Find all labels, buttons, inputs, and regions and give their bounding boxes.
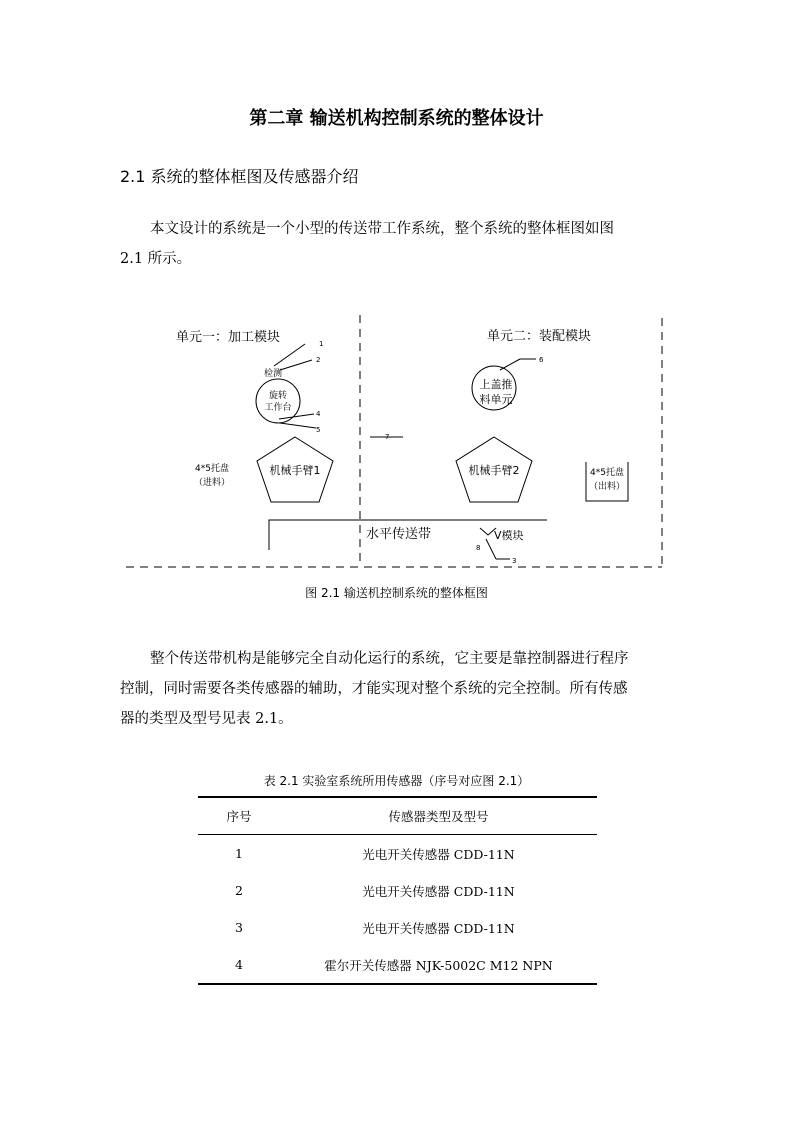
cell-index: 2 — [235, 883, 243, 898]
callout-6: 6 — [539, 356, 544, 364]
feeder-label-2: 料单元 — [479, 393, 513, 406]
rotary-label-2: 工作台 — [264, 403, 292, 413]
table-header-row — [198, 797, 597, 835]
cell-sensor: 光电开关传感器 CDD-11N — [362, 846, 515, 862]
cell-sensor: 光电开关传感器 CDD-11N — [362, 883, 515, 899]
body-line-2: 控制，同时需要各类传感器的辅助，才能实现对整个系统的完全控制。所有传感 — [120, 681, 628, 697]
pallet-in-label-1: 4*5托盘 — [195, 464, 229, 474]
pallet-out-label-2: （出料） — [588, 482, 626, 492]
cell-index: 4 — [235, 957, 243, 972]
sensor-table — [198, 796, 597, 985]
robot-arm-2-label: 机械手臂2 — [468, 464, 520, 477]
callout-8: 8 — [476, 544, 481, 552]
header-index: 序号 — [226, 809, 252, 824]
table-row — [198, 835, 597, 873]
detect-label: 检测 — [264, 369, 283, 379]
unit1-label: 单元一：加工模块 — [176, 330, 281, 345]
v-module-label: V模块 — [494, 529, 524, 542]
cell-index: 1 — [235, 846, 243, 861]
intro-paragraph — [120, 214, 675, 274]
robot-arm-1-label: 机械手臂1 — [269, 464, 321, 477]
callout-2: 2 — [316, 356, 321, 364]
intro-line-2: 2.1 所示。 — [120, 251, 192, 267]
figure-caption: 图 2.1 输送机控制系统的整体框图 — [305, 586, 488, 600]
cell-sensor: 光电开关传感器 CDD-11N — [362, 920, 515, 936]
table-row — [198, 872, 597, 909]
callout-5: 5 — [316, 426, 321, 434]
callout-7: 7 — [385, 433, 390, 441]
table-row — [198, 909, 597, 946]
header-sensor-type: 传感器类型及型号 — [388, 809, 489, 824]
unit2-label: 单元二：装配模块 — [487, 329, 592, 344]
table-caption: 表 2.1 实验室系统所用传感器（序号对应图 2.1） — [263, 774, 530, 788]
rotary-label-1: 旋转 — [268, 391, 288, 401]
body-line-3: 器的类型及型号见表 2.1。 — [120, 711, 293, 727]
callout-1: 1 — [319, 340, 324, 348]
conveyor-label: 水平传送带 — [366, 527, 432, 542]
system-block-diagram — [120, 310, 680, 575]
cell-index: 3 — [235, 920, 243, 935]
table-row — [198, 946, 597, 984]
intro-line-1: 本文设计的系统是一个小型的传送带工作系统，整个系统的整体框图如图 — [150, 221, 614, 237]
feeder-label-1: 上盖推 — [479, 378, 513, 391]
callout-4: 4 — [316, 410, 321, 418]
rotary-table-circle — [256, 379, 300, 423]
body-paragraph — [120, 644, 675, 734]
section-title: 2.1 系统的整体框图及传感器介绍 — [120, 167, 359, 186]
pallet-out-label-1: 4*5托盘 — [590, 468, 624, 478]
body-line-1: 整个传送带机构是能够完全自动化运行的系统，它主要是靠控制器进行程序 — [150, 651, 629, 667]
callout-3: 3 — [512, 557, 517, 565]
pallet-in-label-2: （进料） — [193, 478, 231, 488]
cell-sensor: 霍尔开关传感器 NJK-5002C M12 NPN — [324, 957, 553, 973]
chapter-title: 第二章 输送机构控制系统的整体设计 — [249, 108, 544, 129]
